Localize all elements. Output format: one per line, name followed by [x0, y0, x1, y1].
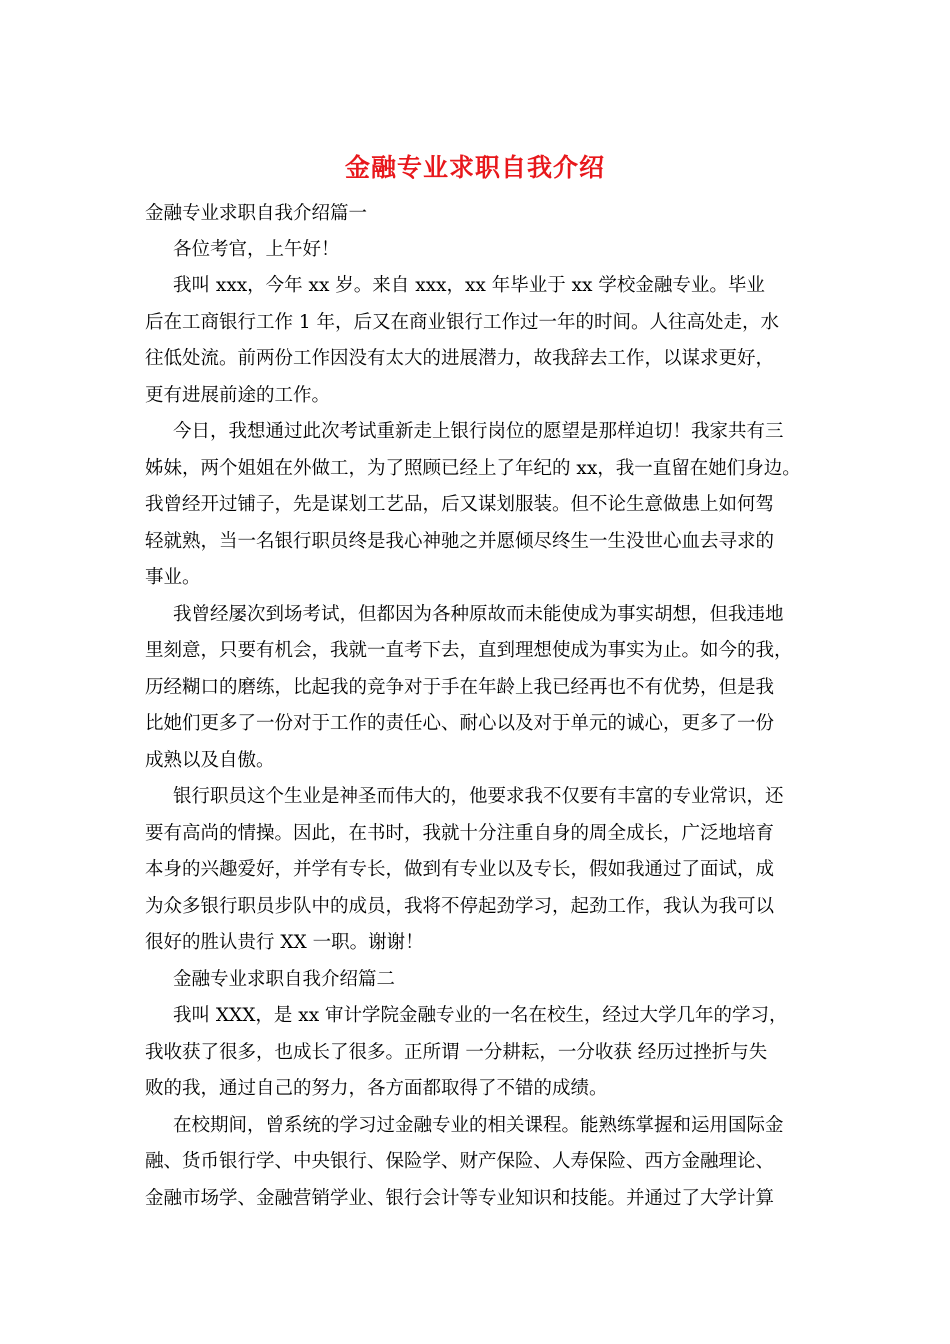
document-title: 金融专业求职自我介绍 — [344, 153, 605, 182]
paragraph-line: 我叫 XXX，是 xx 审计学院金融专业的一名在校生，经过大学几年的学习， — [173, 1005, 788, 1026]
paragraph-line: 本身的兴趣爱好，并学有专长，做到有专业以及专长，假如我通过了面试，成 — [145, 859, 775, 880]
paragraph-line: 历经糊口的磨练，比起我的竞争对于手在年龄上我已经再也不有优势，但是我 — [145, 677, 775, 698]
paragraph-line: 金融市场学、金融营销学业、银行会计等专业知识和技能。并通过了大学计算 — [145, 1188, 775, 1209]
paragraph-line: 我收获了很多，也成长了很多。正所谓 一分耕耘，一分收获 经历过挫折与失 — [145, 1042, 768, 1063]
paragraph-line: 轻就熟，当一名银行职员终是我心神驰之并愿倾尽终生一生没世心血去寻求的 — [145, 531, 775, 552]
paragraph-line: 今日，我想通过此次考试重新走上银行岗位的愿望是那样迫切！我家共有三 — [173, 421, 784, 442]
paragraph-line: 我叫 xxx，今年 xx 岁。来自 xxx，xx 年毕业于 xx 学校金融专业。毕业 — [173, 275, 765, 296]
paragraph-line: 融、货币银行学、中央银行、保险学、财产保险、人寿保险、西方金融理论、 — [145, 1151, 775, 1172]
paragraph-line: 更有进展前途的工作。 — [145, 385, 331, 406]
paragraph-line: 在校期间，曾系统的学习过金融专业的相关课程。能熟练掌握和运用国际金 — [173, 1115, 784, 1136]
paragraph-line: 败的我，通过自己的努力，各方面都取得了不错的成绩。 — [145, 1078, 608, 1099]
paragraph-line: 要有高尚的情操。因此，在书时，我就十分注重自身的周全成长，广泛地培育 — [145, 823, 775, 844]
paragraph-line: 各位考官，上午好！ — [173, 239, 340, 260]
paragraph-line: 往低处流。前两份工作因没有太大的进展潜力，故我辞去工作，以谋求更好， — [145, 348, 775, 369]
paragraph-line: 为众多银行职员步队中的成员，我将不停起劲学习，起劲工作，我认为我可以 — [145, 896, 775, 917]
paragraph-line: 银行职员这个生业是神圣而伟大的，他要求我不仅要有丰富的专业常识，还 — [173, 786, 784, 807]
paragraph-line: 里刻意，只要有机会，我就一直考下去，直到理想使成为事实为止。如今的我， — [145, 640, 793, 661]
paragraph-line: 姊妹，两个姐姐在外做工，为了照顾已经上了年纪的 xx，我一直留在她们身边。 — [145, 458, 801, 479]
paragraph-line: 我曾经屡次到场考试，但都因为各种原故而未能使成为事实胡想，但我违地 — [173, 604, 784, 625]
paragraph-line: 比她们更多了一份对于工作的责任心、耐心以及对于单元的诚心，更多了一份 — [145, 713, 775, 734]
paragraph-line: 成熟以及自傲。 — [145, 750, 275, 771]
paragraph-line: 很好的胜认贵行 XX 一职。谢谢！ — [145, 932, 424, 953]
section-heading-2: 金融专业求职自我介绍篇二 — [173, 969, 396, 990]
paragraph-line: 后在工商银行工作 1 年，后又在商业银行工作过一年的时间。人往高处走，水 — [145, 312, 780, 333]
paragraph-line: 我曾经开过铺子，先是谋划工艺品，后又谋划服装。但不论生意做患上如何驾 — [145, 494, 775, 515]
section-heading-1: 金融专业求职自我介绍篇一 — [145, 203, 368, 224]
paragraph-line: 事业。 — [145, 567, 201, 588]
